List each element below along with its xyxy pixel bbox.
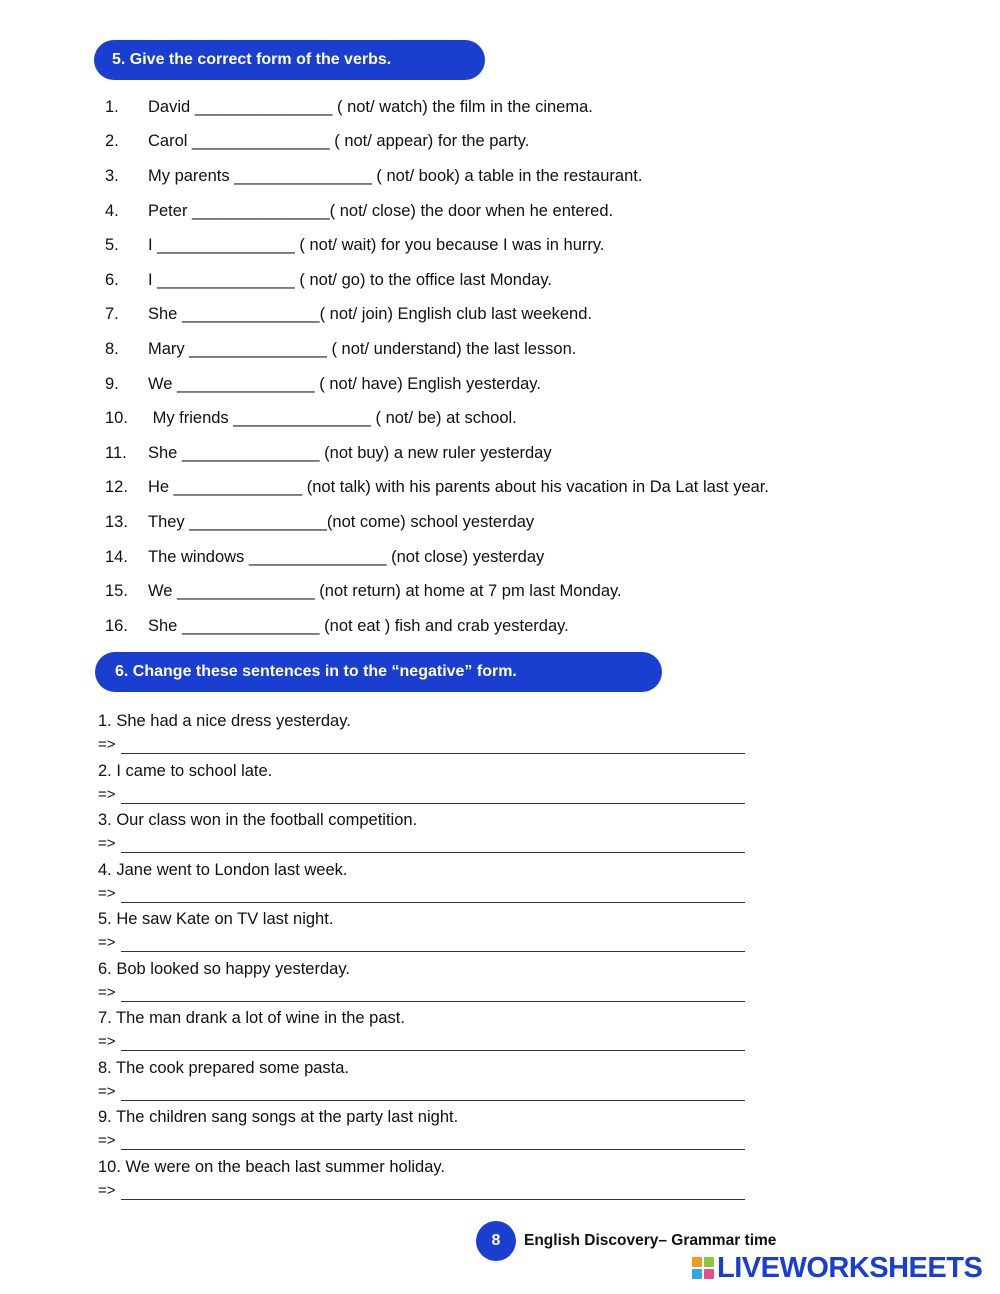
exercise-5-item	[105, 125, 865, 160]
answer-arrow: =>	[98, 934, 116, 951]
exercise-6-item	[98, 956, 758, 1006]
liveworksheets-logo-icon	[692, 1257, 714, 1279]
item-sentence: 5. He saw Kate on TV last night.	[98, 910, 334, 928]
exercise-5-list	[105, 90, 865, 644]
item-text: Carol _______________ ( not/ appear) for the party.	[148, 132, 530, 151]
item-sentence: 10. We were on the beach last summer holiday.	[98, 1157, 445, 1176]
item-text: Peter _______________( not/ close) the door when he entered.	[148, 201, 614, 220]
exercise-6-title: 6. Change these sentences in to the “negative” form.	[115, 663, 517, 680]
answer-line-row	[98, 1081, 758, 1101]
exercise-6-item	[98, 807, 758, 857]
exercise-5-item	[105, 540, 865, 575]
exercise-6-banner	[95, 652, 662, 692]
answer-arrow: =>	[98, 736, 116, 753]
answer-arrow: =>	[98, 785, 116, 803]
item-sentence: 9. The children sang songs at the party last night.	[98, 1108, 459, 1126]
logo-square	[692, 1269, 702, 1279]
item-number: 3.	[105, 166, 119, 185]
item-number: 16.	[105, 616, 128, 635]
item-text: We _______________ (not return) at home at 7 pm last Monday.	[148, 582, 622, 601]
item-text: My parents _______________ ( not/ book) a table in the restaurant.	[148, 166, 643, 185]
exercise-5-item	[105, 298, 865, 333]
liveworksheets-watermark	[692, 1253, 982, 1283]
answer-line-row	[98, 784, 758, 804]
answer-blank[interactable]	[121, 739, 745, 754]
answer-line-row	[98, 982, 758, 1002]
answer-line-row	[98, 833, 758, 853]
exercise-6-item	[98, 1055, 758, 1105]
answer-arrow: =>	[98, 1033, 116, 1050]
item-text: She _______________ (not buy) a new ruler yesterday	[148, 443, 552, 462]
exercise-5-banner	[94, 40, 485, 80]
answer-line-row	[98, 734, 758, 754]
exercise-6-item	[98, 758, 758, 808]
item-number: 13.	[105, 512, 128, 531]
item-text: The windows _______________ (not close) yesterday	[148, 547, 545, 566]
item-sentence: 1. She had a nice dress yesterday.	[98, 712, 351, 730]
item-text: Mary _______________ ( not/ understand) the last lesson.	[148, 339, 577, 358]
answer-blank[interactable]	[121, 789, 745, 804]
item-text: My friends _______________ ( not/ be) at school.	[148, 409, 517, 428]
exercise-5-item	[105, 367, 865, 402]
item-sentence: 8. The cook prepared some pasta.	[98, 1058, 350, 1077]
logo-square	[704, 1257, 714, 1267]
item-number: 15.	[105, 582, 128, 601]
item-sentence: 6. Bob looked so happy yesterday.	[98, 959, 350, 978]
exercise-5-title: 5. Give the correct form of the verbs.	[112, 51, 392, 68]
item-sentence: 3. Our class won in the football competition.	[98, 811, 418, 829]
item-text: I _______________ ( not/ go) to the office last Monday.	[148, 270, 552, 289]
answer-arrow: =>	[98, 884, 116, 902]
exercise-5-item	[105, 332, 865, 367]
item-text: David _______________ ( not/ watch) the film in the cinema.	[148, 97, 593, 116]
item-sentence: 4. Jane went to London last week.	[98, 860, 348, 879]
exercise-5-item	[105, 471, 865, 506]
answer-line-row	[98, 883, 758, 903]
exercise-6-item	[98, 1154, 758, 1204]
exercise-5-item	[105, 159, 865, 194]
item-text: We _______________ ( not/ have) English yesterday.	[148, 374, 541, 393]
answer-blank[interactable]	[121, 1185, 745, 1200]
item-number: 2.	[105, 132, 119, 151]
item-number: 4.	[105, 201, 119, 220]
exercise-6-item	[98, 857, 758, 907]
answer-arrow: =>	[98, 983, 116, 1001]
item-number: 9.	[105, 374, 119, 393]
item-number: 8.	[105, 339, 119, 358]
logo-square	[692, 1257, 702, 1267]
page-number: 8	[491, 1232, 501, 1249]
answer-line-row	[98, 1031, 758, 1051]
exercise-5-item	[105, 609, 865, 644]
answer-arrow: =>	[98, 1082, 116, 1100]
answer-blank[interactable]	[121, 888, 745, 903]
exercise-5-item	[105, 401, 865, 436]
exercise-5-item	[105, 228, 865, 263]
answer-blank[interactable]	[121, 1036, 745, 1051]
footer-title: English Discovery– Grammar time	[524, 1232, 777, 1249]
liveworksheets-wordmark: LIVEWORKSHEETS	[717, 1252, 983, 1284]
item-text: She _______________ (not eat ) fish and crab yesterday.	[148, 616, 569, 635]
exercise-6-item	[98, 906, 758, 956]
item-number: 1.	[105, 97, 119, 116]
answer-blank[interactable]	[121, 937, 745, 952]
exercise-5-item	[105, 90, 865, 125]
answer-blank[interactable]	[121, 987, 745, 1002]
exercise-5-item	[105, 436, 865, 471]
item-number: 5.	[105, 236, 119, 255]
answer-line-row	[98, 1130, 758, 1150]
item-sentence: 7. The man drank a lot of wine in the past.	[98, 1009, 405, 1027]
answer-blank[interactable]	[121, 1086, 745, 1101]
item-text: She _______________( not/ join) English club last weekend.	[148, 305, 592, 324]
item-number: 12.	[105, 478, 128, 497]
item-text: They _______________(not come) school yesterday	[148, 512, 535, 531]
answer-line-row	[98, 932, 758, 952]
exercise-5-item	[105, 194, 865, 229]
logo-square	[704, 1269, 714, 1279]
item-number: 7.	[105, 305, 119, 324]
item-text: He ______________ (not talk) with his parents about his vacation in Da Lat last year.	[148, 478, 769, 497]
item-number: 14.	[105, 547, 128, 566]
item-number: 10.	[105, 409, 128, 428]
answer-arrow: =>	[98, 835, 116, 852]
exercise-6-item	[98, 1104, 758, 1154]
answer-arrow: =>	[98, 1181, 116, 1199]
exercise-5-item	[105, 505, 865, 540]
answer-line-row	[98, 1180, 758, 1200]
exercise-6-item	[98, 1005, 758, 1055]
answer-blank[interactable]	[121, 1135, 745, 1150]
exercise-5-item	[105, 263, 865, 298]
page-number-badge	[476, 1221, 516, 1261]
answer-arrow: =>	[98, 1132, 116, 1149]
exercise-6-list	[98, 708, 758, 1203]
answer-blank[interactable]	[121, 838, 745, 853]
item-sentence: 2. I came to school late.	[98, 761, 273, 780]
item-text: I _______________ ( not/ wait) for you because I was in hurry.	[148, 236, 605, 255]
item-number: 11.	[105, 443, 127, 462]
item-number: 6.	[105, 270, 119, 289]
exercise-5-item	[105, 574, 865, 609]
exercise-6-item	[98, 708, 758, 758]
